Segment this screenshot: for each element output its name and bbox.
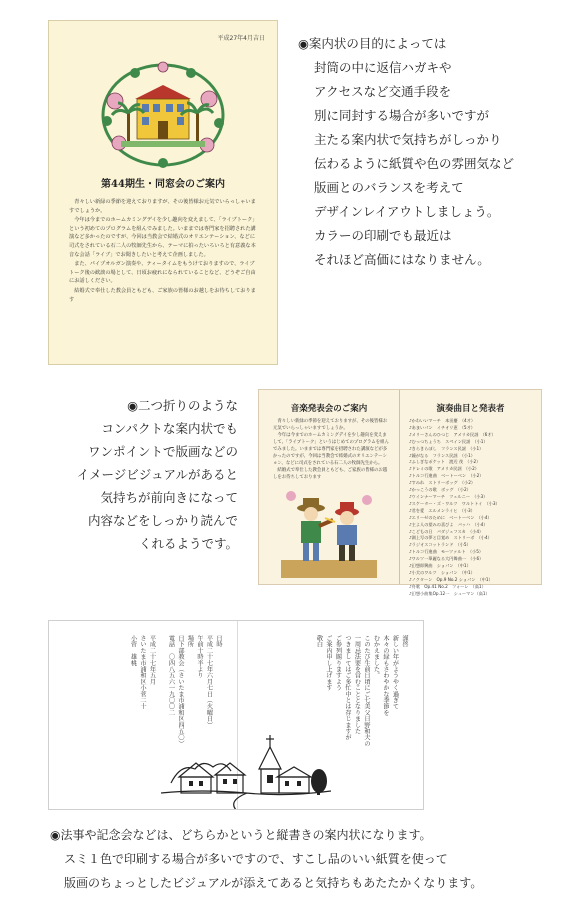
- caption-line: ◉案内状の目的によっては: [298, 36, 447, 51]
- program-item: ♪ラジオスコットランド （小5）: [409, 542, 471, 548]
- program-list: [409, 418, 535, 598]
- card-paragraph: 青々しい新緑の季節を迎えておりますが、その後皆様お元気でいらっしゃいますでしょうか。: [69, 199, 256, 214]
- program-item: ♪ウインナーマーチ ツェルニー （小3）: [409, 493, 488, 499]
- program-item: ♪トルコ行進曲 モーツァルト （小5）: [409, 549, 484, 555]
- memorial-line: ご案内申し上げます: [325, 635, 332, 691]
- caption-line: くれるようです。: [138, 536, 238, 551]
- program-item: ♪君を愛 エルメンライヒ （小3）: [409, 507, 475, 513]
- program-item: ♪こどもの日 バダジェフスカ （小4）: [409, 528, 484, 534]
- memorial-line: 電話 〇四八五六一九〇〇二: [167, 635, 175, 716]
- program-item: ♪鐘がなる フランス民謡 （小1）: [409, 452, 475, 458]
- fold-line: [399, 390, 400, 584]
- invitation-card-memorial: [48, 620, 424, 810]
- program-item: ♪スケーター・ズ・ワルツ ワルトトイ （小3）: [409, 500, 500, 506]
- recital-paragraph: 結婚式で奉仕した教会員ともども、ご家族の皆様のお越しをお待ちしております: [273, 468, 388, 480]
- musicians-illustration: [281, 486, 377, 578]
- memorial-line: 日時: [215, 635, 222, 648]
- recital-body: [273, 418, 391, 481]
- card-paragraph: 結婚式で奉仕した教会員ともども、ご家族の皆様のお越しをお待ちしております: [69, 287, 256, 303]
- church-village-illustration: [161, 733, 331, 810]
- program-item: ♪すみれ ストリーボッグ （小2）: [409, 480, 476, 486]
- card-paragraph: 今年は今までのホームカミングデイを少し趣向を変えまして、「ライブトーク」という初めてのプログラムを組んでみました。いままでは専門家を招聘された講演など多かったのですが、今回は当教会で結婚式のオリエンテーション、などに司式をされている石二人の牧師先生から、テーマに拍ったいろいろと有意義な本音な会話「ライブ」でお聞きしたいと考えて企画しました。: [69, 217, 258, 258]
- program-item: ♪湖上写の夢と目覚め ストリーボ （小4）: [409, 535, 492, 541]
- caption-line: 版画のちょっとしたビジュアルが添えてあると気持ちもあたたかくなります。: [64, 876, 483, 890]
- memorial-line: さいたま市浦和区小菅二十: [139, 635, 146, 710]
- recital-paragraph: 今年は今までのホームカミングデイを少し趣向を変えまして、「ライブトーク」というはじめてのプログラムを組んでみました。いままでは専門家を招聘された講演などが多かったのですが、今回は当教会で結婚式のオリエンテーション、などに司式をされている石二人の牧師先生から。: [273, 433, 389, 466]
- caption-line: ◉法事や記念会などは、どちらかというと縦書きの案内状になります。: [50, 828, 432, 842]
- caption-line: 気持ちが前向きになって: [100, 490, 238, 505]
- caption-line: 封筒の中に返信ハガキや: [314, 60, 452, 75]
- program-item: ♪かっこうの歌 ボッグ （小2）: [409, 487, 471, 493]
- memorial-line: 場所: [186, 635, 194, 648]
- memorial-line: 新しい年がようやく過ぎて: [391, 635, 399, 710]
- memorial-line: 平成二十七年六月七日（火曜日）: [205, 635, 213, 728]
- recital-title: 音楽発表会のご案内: [290, 404, 368, 414]
- caption-invitation-purpose: [298, 32, 568, 272]
- program-item: ♪あまいパン イチオリ恵 （5才）: [409, 424, 475, 430]
- invitation-card-recital: [258, 389, 542, 596]
- caption-line: ワンポイントで版画などの: [87, 444, 238, 459]
- program-item: ♪ドレミの歌 アメリカ民謡 （小2）: [409, 466, 479, 472]
- recital-paragraph: 青々しい新緑の季節を迎えておりますが、その後皆様お元気でいらっしゃいますでしょうか。: [273, 419, 388, 431]
- program-item: ♪主よ人の望みの喜びよ バッハ （小4）: [409, 521, 488, 527]
- caption-line: それほど高価にはなりません。: [314, 252, 490, 267]
- caption-line: カラーの印刷でも最近は: [314, 228, 452, 243]
- invitation-card-reunion: [48, 20, 278, 365]
- memorial-line: むかえました。: [372, 635, 380, 679]
- program-item: ♪ワルツ一華麗なる大円舞曲一 （小6）: [409, 556, 484, 562]
- caption-line: アクセスなど交通手段を: [314, 84, 452, 99]
- card-date: 平成27年4月吉日: [217, 35, 265, 42]
- memorial-line: 木々の緑もさわやかな季節を: [382, 635, 389, 716]
- caption-line: 伝わるように紙質や色の雰囲気など: [314, 156, 515, 171]
- caption-line: イメージビジュアルがあると: [76, 467, 238, 482]
- program-item: ♪幻想即興曲 ショパン （中1）: [409, 563, 471, 569]
- program-item: ♪ノクターン Op.9 No.2 ショパン （中1）: [409, 576, 493, 582]
- caption-line: デザインレイアウトしましょう。: [314, 204, 500, 219]
- memorial-line: ご参列賜りますよう: [334, 635, 342, 691]
- caption-line: スミ１色で印刷する場合が多いですので、すこし品のいい紙質を使って: [64, 852, 448, 866]
- program-item: ♪きらきらぼし フランス民謡 （小1）: [409, 445, 484, 451]
- caption-memorial-card: [50, 823, 570, 895]
- card-body: [69, 198, 259, 305]
- memorial-line: 午前十時半より: [196, 635, 203, 679]
- caption-line: 別に同封する場合が多いですが: [314, 108, 490, 123]
- card-title: 第44期生・同窓会のご案内: [101, 179, 225, 190]
- memorial-line: 一周忌法要を営むこととなりました: [353, 635, 361, 735]
- program-item: ♪かわいいマーチ 本田慶 （4才）: [409, 418, 476, 423]
- program-item: ♪エリーゼのために ベートーベン （小4）: [409, 514, 492, 520]
- program-item: ♪舟歌 Op.41 No.2 フォーレ （高1）: [409, 583, 486, 589]
- program-item: ♪メリーさんのひつじ アメリカ民謡 （6才）: [409, 431, 496, 437]
- program-title: 演奏曲目と発表者: [436, 404, 505, 414]
- caption-line: 内容などをしっかり読んで: [87, 513, 238, 528]
- program-item: ♪ふしぎなポケット 渡辺 茂 （小2）: [409, 459, 481, 465]
- caption-folded-card: [58, 394, 238, 555]
- house-wreath-illustration: [97, 61, 229, 169]
- program-item: ♪小犬のワルツ ショパン （中1）: [409, 569, 475, 575]
- memorial-line: 日下部教会（さいたま市浦和区四五〇）: [177, 635, 184, 747]
- memorial-line: 平成二十七年五月: [148, 635, 156, 685]
- memorial-line: 小菅 雄桃: [129, 635, 137, 666]
- program-item: ♪トルコ行進曲 ベートーベン （小2）: [409, 473, 484, 479]
- program-item: ♪むっつちょうち スペイン民謡 （小1）: [409, 438, 488, 444]
- memorial-line: このたび生前日頃にご七美父日野和夫の: [363, 635, 370, 747]
- card-paragraph: また、パイプオルガン演奏や、ティータイムをもうけておりますので、ライブトーク後の歓談の場として、日頃お疲れになられていることなど、どうぞご自由にお話しください。: [69, 261, 256, 285]
- caption-line: ◉二つ折りのような: [127, 398, 238, 413]
- memorial-line: 敬白: [315, 635, 323, 648]
- caption-line: 版画とのバランスを考えて: [314, 180, 464, 195]
- program-item: ♪幻想小曲集Op.12一 シューマン（高1）: [409, 590, 490, 596]
- caption-line: コンパクトな案内状でも: [101, 421, 238, 436]
- memorial-line: つきましてはご多忙中とは存じますが: [344, 635, 351, 741]
- memorial-line: 謹啓: [401, 635, 408, 648]
- caption-line: 主たる案内状で気持ちがしっかり: [314, 132, 502, 147]
